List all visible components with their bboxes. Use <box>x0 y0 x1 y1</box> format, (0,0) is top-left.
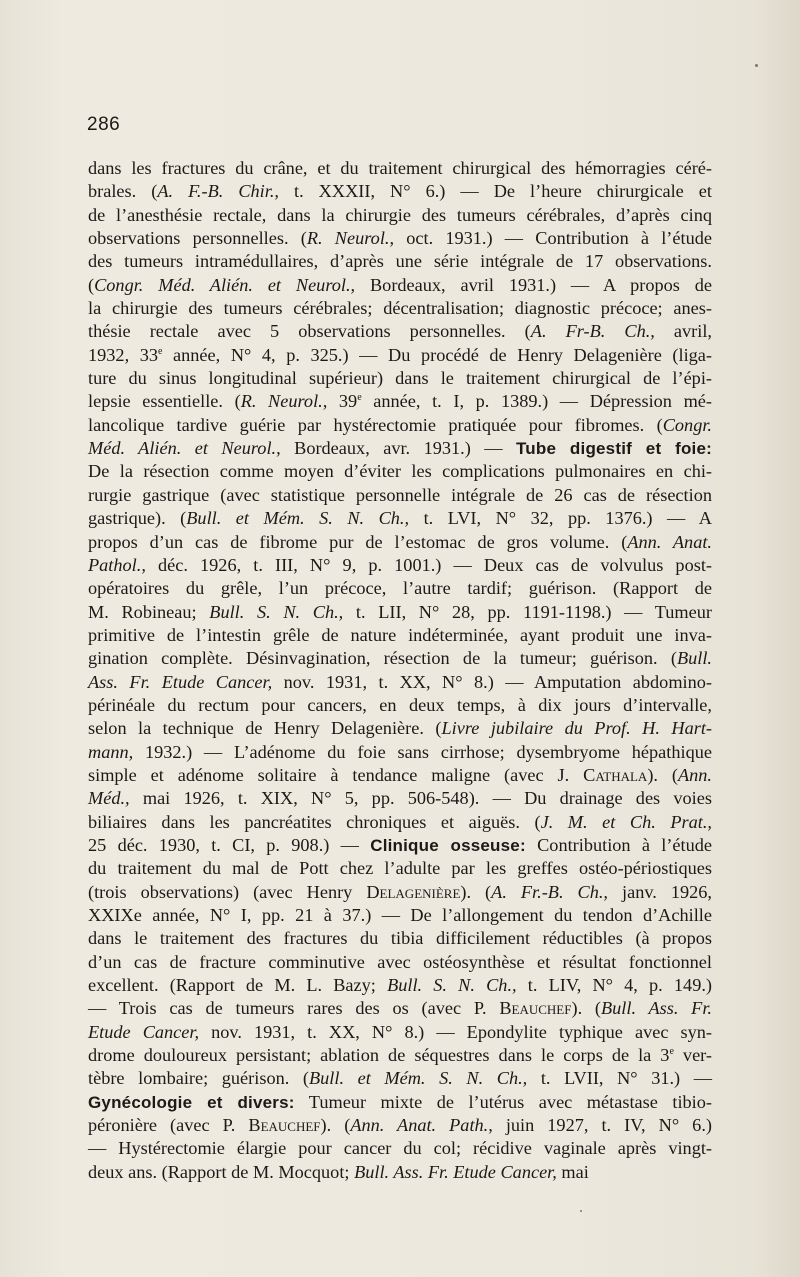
text-line <box>88 904 712 927</box>
text-run: de l’anesthésie rectale, dans la chirurgie des tumeurs cérébrales, d’après cinq <box>88 204 712 225</box>
text-line <box>88 671 712 694</box>
text-run: propos d’un cas de fibrome pur de l’estomac de gros volume. ( <box>88 531 628 552</box>
citation-italic: Ann. Anat. Path., <box>350 1115 493 1136</box>
text-run: De la résection comme moyen d’éviter les complications pulmonaires en chi- <box>88 461 712 482</box>
citation-italic: Méd. Alién. et Neurol., <box>88 438 281 459</box>
text-run: déc. 1926, t. III, N° 9, p. 1001.) — Deux cas de volvulus post- <box>145 554 712 575</box>
text-line <box>88 274 712 297</box>
text-run: 1932, 33 <box>88 344 158 365</box>
citation-italic: Bull. et Mém. S. N. Ch., <box>308 1068 528 1089</box>
citation-italic: R. Neurol., <box>306 228 395 249</box>
text-run: observations personnelles. ( <box>88 228 307 249</box>
text-line <box>88 297 712 320</box>
ordinal-superscript: e <box>357 392 362 404</box>
citation-italic: Ass. Fr. Etude Cancer, <box>88 671 273 692</box>
text-run: — Trois cas de tumeurs rares des os (avec P. <box>88 998 500 1019</box>
text-run: mai 1926, t. XIX, N° 5, pp. 506-548). — Du drainage des voies <box>129 788 712 809</box>
text-run: t. XXXII, N° 6.) — De l’heure chirurgicale et <box>278 181 712 202</box>
author-name: Delagenière <box>366 881 461 902</box>
author-name: Beauchef <box>248 1115 321 1136</box>
text-line <box>88 694 712 717</box>
text-run: XXIXe année, N° I, pp. 21 à 37.) — De l’allongement du tendon d’Achille <box>88 905 712 925</box>
text-line <box>88 601 712 624</box>
text-run: année, N° 4, p. 325.) — Du procédé de Henry Delagenière (liga- <box>162 344 712 365</box>
citation-italic: Congr. Méd. Alién. et Neurol., <box>94 274 356 295</box>
text-run: ver- <box>673 1045 712 1066</box>
text-line <box>88 507 712 530</box>
text-run: gastrique). ( <box>88 508 187 529</box>
text-run: M. Robineau; <box>88 601 210 622</box>
citation-italic: A. Fr-B. Ch., <box>530 321 655 342</box>
text-run: thésie rectale avec 5 observations personnelles. ( <box>88 321 531 342</box>
text-run: des tumeurs intramédullaires, d’après une série intégrale de 17 observations. <box>88 251 712 272</box>
text-line <box>88 227 712 250</box>
citation-italic: Méd., <box>88 788 130 809</box>
citation-italic: Bull. Ass. Fr. <box>600 998 712 1019</box>
text-run: péronière (avec P. <box>88 1115 249 1136</box>
text-run: ). ( <box>571 998 601 1019</box>
text-line <box>88 460 712 483</box>
text-line <box>88 1067 712 1090</box>
text-line <box>88 320 712 343</box>
text-line <box>88 764 712 787</box>
text-run: — Hystérectomie élargie pour cancer du col; récidive vaginale après vingt- <box>88 1138 712 1159</box>
text-run: selon la technique de Henry Delagenière. ( <box>88 718 442 739</box>
citation-italic: Bull. S. N. Ch., <box>209 601 344 622</box>
text-line <box>88 811 712 834</box>
text-run: ). ( <box>460 881 492 902</box>
text-run: juin 1927, t. IV, N° 6.) <box>492 1115 712 1136</box>
text-line <box>88 881 712 904</box>
paper-speck <box>580 1210 582 1212</box>
text-line <box>88 367 712 390</box>
text-run: nov. 1931, t. XX, N° 8.) — Epondylite typhique avec syn- <box>199 1021 712 1042</box>
text-line <box>88 577 712 600</box>
text-run: deux ans. (Rapport de M. Mocquot; <box>88 1161 355 1182</box>
text-run: biliaires dans les pancréatites chroniques et aiguës. ( <box>88 811 541 832</box>
section-heading: Gynécologie et divers: <box>88 1092 295 1112</box>
text-line <box>88 787 712 810</box>
text-line <box>88 1021 712 1044</box>
text-line <box>88 717 712 740</box>
text-run: drome douloureux persistant; ablation de séquestres dans le corps de la 3 <box>88 1045 670 1066</box>
text-run: la chirurgie des tumeurs cérébrales; décentralisation; diagnostic précoce; anes- <box>88 298 712 319</box>
text-line <box>88 484 712 507</box>
text-line <box>88 1137 712 1160</box>
text-run: primitive de l’intestin grêle de nature indéterminée, ayant produit une inva- <box>88 624 712 645</box>
text-run: (trois observations) (avec Henry <box>88 881 367 902</box>
section-heading: Clinique osseuse: <box>370 835 526 855</box>
text-run: lepsie essentielle. ( <box>88 391 241 412</box>
bibliography-text <box>88 157 712 1184</box>
citation-italic: A. Fr.-B. Ch., <box>491 881 609 902</box>
text-run: nov. 1931, t. XX, N° 8.) — Amputation abdomino- <box>272 671 712 692</box>
text-run: ). ( <box>320 1115 351 1136</box>
text-run: ( <box>88 274 95 295</box>
text-line <box>88 951 712 974</box>
text-line <box>88 741 712 764</box>
text-run: t. LIV, N° 4, p. 149.) <box>516 975 712 996</box>
text-line <box>88 250 712 273</box>
author-name: Cathala <box>583 764 648 785</box>
citation-italic: mann, <box>88 741 134 762</box>
text-line <box>88 1114 712 1137</box>
text-run: d’un cas de fracture comminutive avec ostéosynthèse et résultat fonctionnel <box>88 951 712 972</box>
text-run: Bordeaux, avril 1931.) — A propos de <box>355 274 712 295</box>
citation-italic: Bull. <box>676 648 712 669</box>
citation-italic: Livre jubilaire du Prof. H. Hart- <box>441 718 712 739</box>
text-line <box>88 344 712 367</box>
citation-italic: Congr. <box>662 414 712 435</box>
text-run: lancolique tardive guérie par hystérectomie pratiquée pour fibromes. ( <box>88 414 663 435</box>
text-line <box>88 390 712 413</box>
text-run: simple et adénome solitaire à tendance maligne (avec J. <box>88 764 584 785</box>
citation-italic: Etude Cancer, <box>88 1021 200 1042</box>
text-line <box>88 414 712 437</box>
text-line <box>88 1044 712 1067</box>
citation-italic: R. Neurol., <box>240 391 328 412</box>
text-line <box>88 927 712 950</box>
text-run: 25 déc. 1930, t. CI, p. 908.) — <box>88 834 371 855</box>
text-line <box>88 974 712 997</box>
text-run: 1932.) — L’adénome du foie sans cirrhose; dysembryome hépathique <box>133 741 712 762</box>
citation-italic: A. F.-B. Chir., <box>157 181 279 202</box>
text-line <box>88 531 712 554</box>
text-run: ). ( <box>647 764 678 785</box>
text-run: gination complète. Désinvagination, résection de la tumeur; guérison. ( <box>88 648 677 669</box>
text-line <box>88 647 712 670</box>
citation-italic: Bull. S. N. Ch., <box>387 975 517 996</box>
text-run: année, t. I, p. 1389.) — Dépression mé- <box>361 391 712 412</box>
page-number: 286 <box>87 114 121 135</box>
text-line <box>88 624 712 647</box>
citation-italic: Ann. <box>677 764 712 785</box>
text-line <box>88 554 712 577</box>
text-line <box>88 857 712 880</box>
citation-italic: J. M. et Ch. Prat., <box>540 811 712 832</box>
text-line <box>88 1161 712 1184</box>
text-run: rurgie gastrique (avec statistique personnelle intégrale de 26 cas de résection <box>88 484 712 505</box>
text-run: t. LVI, N° 32, pp. 1376.) — A <box>409 508 712 529</box>
text-line <box>88 204 712 227</box>
text-run: ture du sinus longitudinal supérieur) dans le traitement chirurgical de l’épi- <box>88 368 712 389</box>
section-heading: Tube digestif et foie: <box>515 439 712 459</box>
text-line <box>88 157 712 180</box>
text-run: Bordeaux, avr. 1931.) — <box>280 438 516 459</box>
text-run: dans le traitement des fractures du tibia difficilement réductibles (à propos <box>88 928 712 949</box>
text-line <box>88 180 712 203</box>
text-run: périnéale du rectum pour cancers, en deux temps, à dix jours d’intervalle, <box>88 694 712 715</box>
ordinal-superscript: e <box>158 345 163 357</box>
text-run: t. LVII, N° 31.) — <box>527 1068 713 1089</box>
text-run: excellent. (Rapport de M. L. Bazy; <box>88 975 388 996</box>
text-run: tèbre lombaire; guérison. ( <box>88 1068 309 1089</box>
text-run: oct. 1931.) — Contribution à l’étude <box>394 228 712 249</box>
text-run: brales. ( <box>88 181 158 202</box>
paper-speck <box>755 64 758 67</box>
text-run: Contribution à l’étude <box>525 834 712 855</box>
text-run: janv. 1926, <box>608 881 712 902</box>
text-line <box>88 834 712 857</box>
text-line <box>88 437 712 460</box>
text-run: t. LII, N° 28, pp. 1191-1198.) — Tumeur <box>343 601 712 622</box>
text-run: avril, <box>654 321 712 342</box>
author-name: Beauchef <box>499 998 572 1019</box>
citation-italic: Pathol., <box>88 554 146 575</box>
text-run: Tumeur mixte de l’utérus avec métastase tibio- <box>294 1091 712 1112</box>
text-run: mai <box>556 1161 589 1182</box>
text-line <box>88 997 712 1020</box>
text-run: 39 <box>327 391 358 412</box>
citation-italic: Bull. et Mém. S. N. Ch., <box>186 508 410 529</box>
text-run: du traitement du mal de Pott chez l’adulte par les greffes ostéo-périostiques <box>88 858 712 879</box>
text-run: opératoires du grêle, l’un précoce, l’autre tardif; guérison. (Rapport de <box>88 578 712 599</box>
citation-italic: Ann. Anat. <box>627 531 712 552</box>
ordinal-superscript: e <box>669 1046 674 1058</box>
text-line <box>88 1091 712 1114</box>
citation-italic: Bull. Ass. Fr. Etude Cancer, <box>354 1161 557 1182</box>
text-run: dans les fractures du crâne, et du traitement chirurgical des hémorragies céré- <box>88 158 712 178</box>
